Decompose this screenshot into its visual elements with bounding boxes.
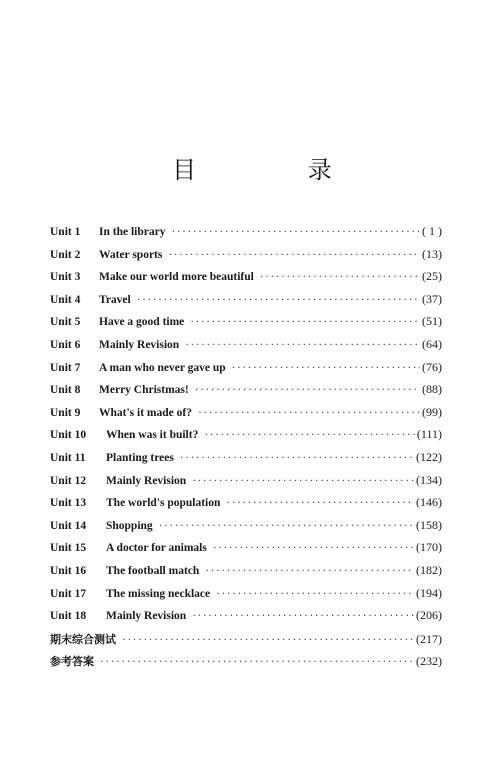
unit-title: When was it built?: [106, 429, 199, 442]
toc-entry-unit-10[interactable]: [50, 427, 442, 450]
unit-number: Unit 11: [50, 451, 86, 464]
unit-title: Mainly Revision: [99, 338, 180, 351]
toc-entry-unit-17[interactable]: [50, 586, 442, 609]
dot-leader: [192, 475, 414, 487]
toc-entry-answers[interactable]: [50, 653, 442, 676]
page-number: (194): [416, 585, 442, 600]
page-number: (13): [422, 246, 442, 261]
dot-leader: [213, 542, 414, 554]
unit-title: Mainly Revision: [106, 474, 187, 487]
dot-leader: [122, 634, 414, 646]
unit-number: Unit 10: [50, 429, 87, 442]
toc-entry-final-test[interactable]: [50, 631, 442, 654]
unit-title: Water sports: [99, 248, 163, 261]
unit-title: Mainly Revision: [106, 610, 187, 623]
dot-leader: [204, 429, 415, 441]
dot-leader: [137, 294, 420, 306]
dot-leader: [195, 384, 420, 396]
unit-title: The world's population: [106, 497, 221, 510]
unit-title: The football match: [106, 564, 200, 577]
unit-number: Unit 16: [50, 564, 87, 577]
dot-leader: [232, 362, 420, 374]
unit-title: Planting trees: [106, 451, 174, 464]
page-number: (111): [416, 427, 442, 442]
unit-title: Have a good time: [99, 316, 185, 329]
page-number: (182): [416, 562, 442, 577]
toc-entry-unit-7[interactable]: [50, 360, 442, 383]
dot-leader: [226, 497, 414, 509]
page-number: (64): [422, 336, 442, 351]
unit-number: Unit 4: [50, 293, 81, 306]
toc-entry-unit-18[interactable]: [50, 608, 442, 631]
unit-number: Unit 9: [50, 406, 81, 419]
page-number: (232): [416, 654, 442, 669]
toc-entry-unit-11[interactable]: [50, 450, 442, 473]
dot-leader: [198, 407, 420, 419]
table-of-contents: [50, 224, 442, 676]
toc-entry-unit-12[interactable]: [50, 473, 442, 496]
toc-entry-unit-5[interactable]: [50, 314, 442, 337]
unit-number: Unit 17: [50, 587, 87, 600]
dot-leader: [192, 610, 414, 622]
unit-title: The missing necklace: [106, 587, 211, 600]
toc-entry-unit-13[interactable]: [50, 495, 442, 518]
unit-number: Unit 7: [50, 361, 81, 374]
page-number: (206): [416, 608, 442, 623]
unit-number: Unit 8: [50, 384, 81, 397]
unit-title: 参考答案: [50, 655, 94, 669]
page-number: (122): [416, 449, 442, 464]
toc-entry-unit-16[interactable]: [50, 563, 442, 586]
dot-leader: [171, 226, 420, 238]
unit-title: A doctor for animals: [106, 542, 207, 555]
page-number: (99): [422, 404, 442, 419]
unit-number: Unit 12: [50, 474, 87, 487]
page-number: (146): [416, 495, 442, 510]
dot-leader: [159, 520, 414, 532]
page-number: (51): [422, 314, 442, 329]
unit-number: Unit 6: [50, 338, 81, 351]
unit-title: In the library: [99, 226, 166, 238]
unit-title: Merry Christmas!: [99, 384, 189, 397]
dot-leader: [180, 452, 414, 464]
page-number: (170): [416, 540, 442, 555]
toc-entry-unit-14[interactable]: [50, 518, 442, 541]
unit-number: Unit 13: [50, 497, 87, 510]
toc-entry-unit-3[interactable]: [50, 269, 442, 292]
page-number: (217): [416, 631, 442, 646]
page-number: (76): [422, 359, 442, 374]
page-number: (88): [422, 382, 442, 397]
unit-number: Unit 3: [50, 271, 81, 284]
unit-number: Unit 5: [50, 316, 81, 329]
unit-title: Travel: [99, 293, 131, 306]
page-number: (25): [422, 269, 442, 284]
unit-number: Unit 1: [50, 226, 81, 238]
unit-title: 期末综合测试: [50, 632, 116, 646]
page-number: ( 1 ): [422, 224, 442, 238]
page-number: (134): [416, 472, 442, 487]
unit-number: Unit 14: [50, 519, 87, 532]
dot-leader: [205, 565, 414, 577]
toc-entry-unit-15[interactable]: [50, 540, 442, 563]
toc-entry-unit-6[interactable]: [50, 337, 442, 360]
unit-number: Unit 18: [50, 610, 87, 623]
toc-entry-unit-2[interactable]: [50, 247, 442, 270]
toc-entry-unit-8[interactable]: [50, 382, 442, 405]
toc-entry-unit-9[interactable]: [50, 405, 442, 428]
dot-leader: [216, 588, 414, 600]
unit-title: Shopping: [106, 519, 153, 532]
page-number: (37): [422, 291, 442, 306]
unit-number: Unit 15: [50, 542, 87, 555]
unit-title: What's it made of?: [99, 406, 192, 419]
unit-number: Unit 2: [50, 248, 81, 261]
toc-entry-unit-1[interactable]: [50, 224, 442, 247]
unit-title: Make our world more beautiful: [99, 271, 254, 284]
toc-entry-unit-4[interactable]: [50, 292, 442, 315]
dot-leader: [168, 249, 420, 261]
page-title: 目 录: [172, 156, 384, 184]
dot-leader: [260, 271, 420, 283]
page-number: (158): [416, 517, 442, 532]
dot-leader: [100, 656, 414, 668]
unit-title: A man who never gave up: [99, 361, 226, 374]
dot-leader: [185, 339, 420, 351]
dot-leader: [190, 316, 420, 328]
